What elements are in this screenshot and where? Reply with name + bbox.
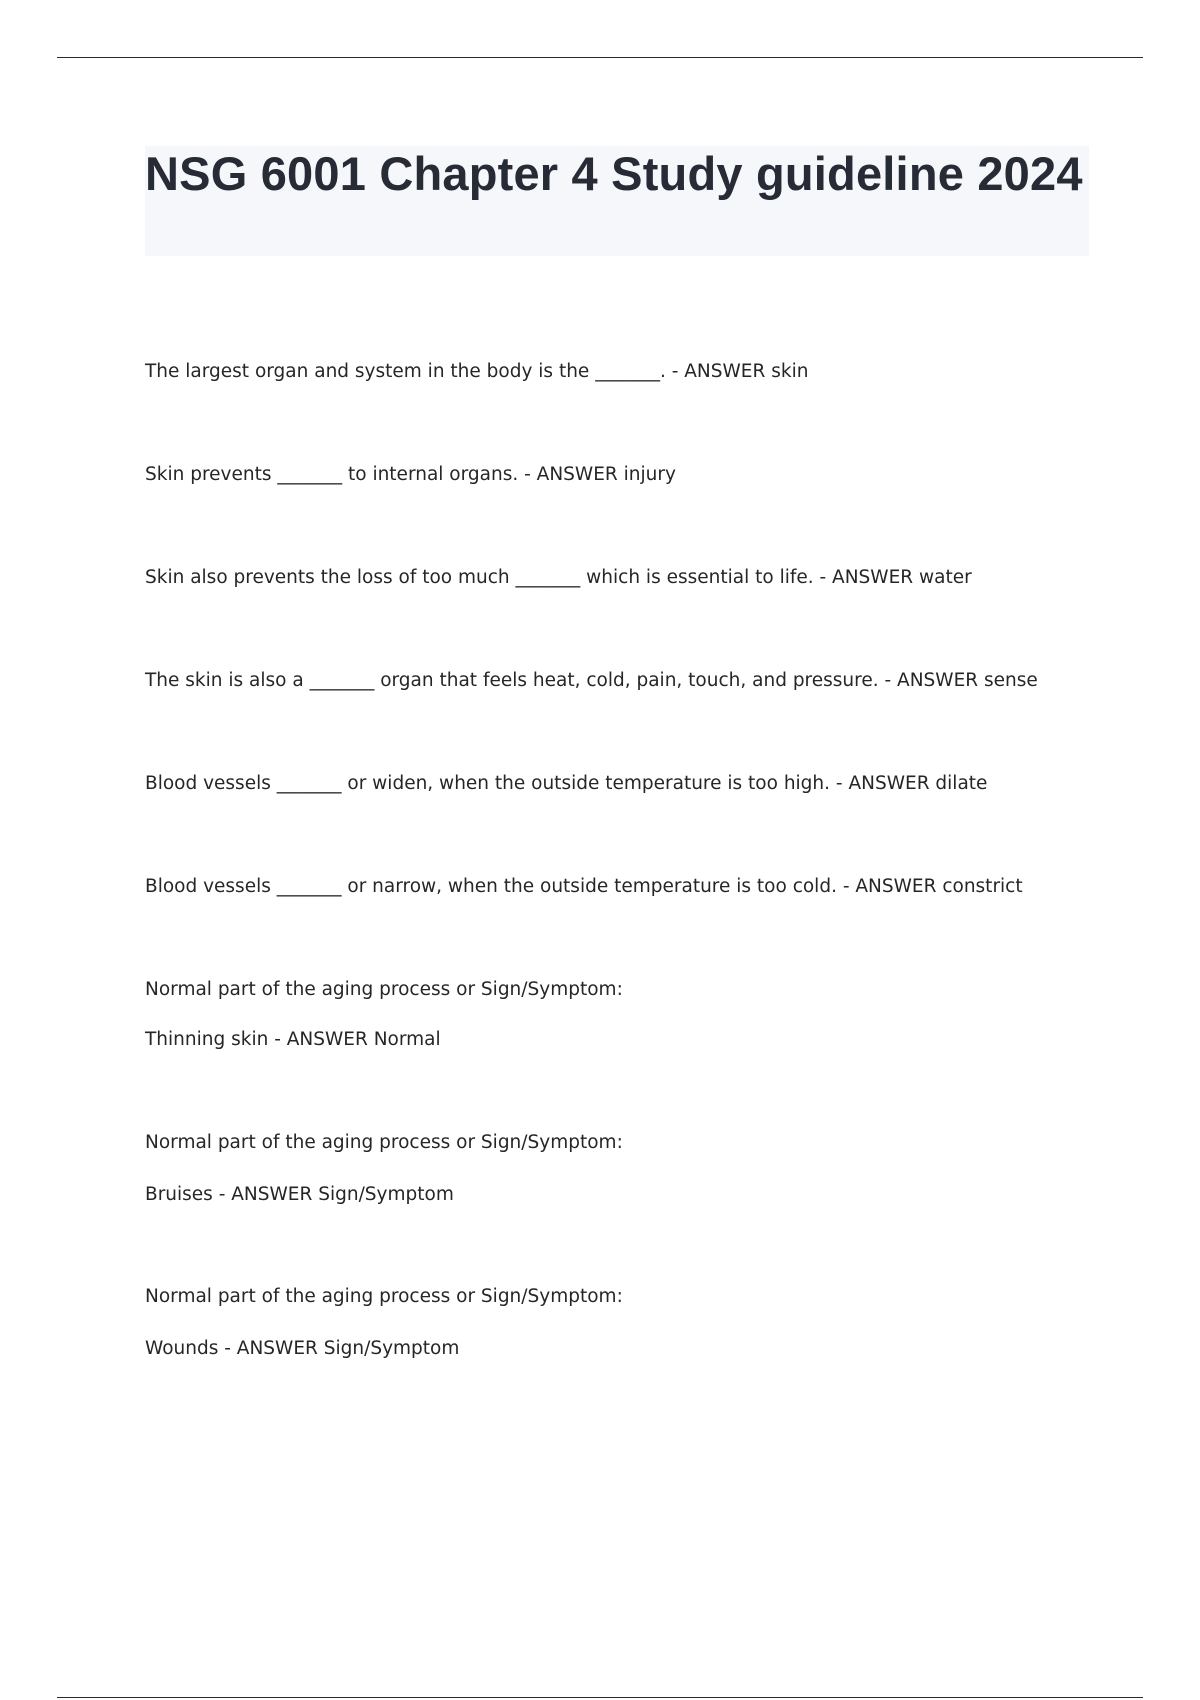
- qa-text: Skin also prevents the loss of too much _______ which is essential to life. - ANSWER water: [145, 567, 972, 588]
- qa-text: The skin is also a _______ organ that feels heat, cold, pain, touch, and pressure. - ANSWER sense: [145, 670, 1038, 691]
- qa-question: Normal part of the aging process or Sign/Symptom:: [145, 1132, 623, 1153]
- bottom-rule: [57, 1697, 1143, 1698]
- qa-item: [145, 1131, 1105, 1155]
- qa-item: [145, 875, 1105, 899]
- qa-answer: Bruises - ANSWER Sign/Symptom: [145, 1184, 454, 1205]
- qa-answer: Thinning skin - ANSWER Normal: [145, 1029, 441, 1050]
- qa-answer-line: [145, 1337, 1105, 1361]
- qa-text: Blood vessels _______ or narrow, when the outside temperature is too cold. - ANSWER constrict: [145, 876, 1023, 897]
- qa-item: [145, 669, 1105, 693]
- qa-text: Blood vessels _______ or widen, when the outside temperature is too high. - ANSWER dilate: [145, 773, 988, 794]
- qa-answer: Wounds - ANSWER Sign/Symptom: [145, 1338, 460, 1359]
- qa-item: [145, 1285, 1105, 1309]
- qa-answer-line: [145, 1028, 1105, 1052]
- title-block: [145, 146, 1089, 256]
- qa-question: Normal part of the aging process or Sign/Symptom:: [145, 979, 623, 1000]
- qa-item: [145, 463, 1105, 487]
- top-rule: [57, 57, 1143, 58]
- qa-item: [145, 360, 1105, 384]
- qa-item: [145, 566, 1105, 590]
- document-title: NSG 6001 Chapter 4 Study guideline 2024: [145, 147, 1083, 200]
- qa-item: [145, 978, 1105, 1002]
- qa-answer-line: [145, 1183, 1105, 1207]
- qa-text: The largest organ and system in the body is the _______. - ANSWER skin: [145, 361, 809, 382]
- qa-text: Skin prevents _______ to internal organs. - ANSWER injury: [145, 464, 676, 485]
- qa-question: Normal part of the aging process or Sign/Symptom:: [145, 1286, 623, 1307]
- qa-item: [145, 772, 1105, 796]
